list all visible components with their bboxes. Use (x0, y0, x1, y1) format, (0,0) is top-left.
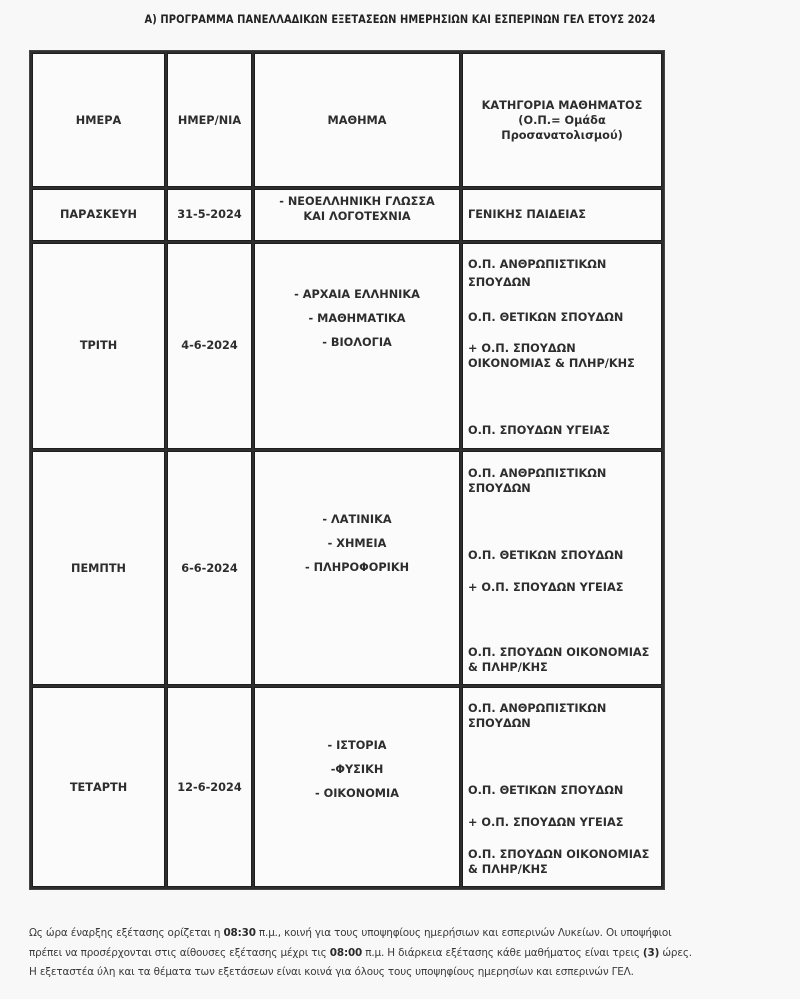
row-day: ΤΕΤΑΡΤΗ (32, 687, 165, 887)
row-categories (462, 189, 662, 240)
category-item: + Ο.Π. ΣΠΟΥΔΩΝ ΥΓΕΙΑΣ (468, 816, 624, 830)
subject-item: - ΒΙΟΛΟΓΙΑ (322, 335, 392, 349)
row-categories (462, 243, 662, 450)
row-date: 4-6-2024 (167, 243, 252, 450)
subject-item: - ΟΙΚΟΝΟΜΙΑ (314, 787, 400, 801)
row-date: 6-6-2024 (167, 451, 252, 685)
header-category-line: ΚΑΤΗΓΟΡΙΑ ΜΑΘΗΜΑΤΟΣ (481, 98, 643, 112)
header-day: ΗΜΕΡΑ (32, 53, 165, 187)
category-item: Ο.Π. ΣΠΟΥΔΩΝ ΟΙΚΟΝΟΜΙΑΣ & ΠΛΗΡ/ΚΗΣ (468, 645, 650, 674)
category-item: Ο.Π. ΘΕΤΙΚΩΝ ΣΠΟΥΔΩΝ (468, 310, 624, 324)
subject-item: - ΛΑΤΙΝΙΚΑ (322, 513, 392, 527)
subject-item: - ΙΣΤΟΡΙΑ (327, 739, 387, 753)
category-item: Ο.Π. ΣΠΟΥΔΩΝ ΥΓΕΙΑΣ (468, 423, 611, 437)
subject-item: - ΠΛΗΡΟΦΟΡΙΚΗ (304, 561, 410, 575)
category-item: Ο.Π. ΑΝΘΡΩΠΙΣΤΙΚΩΝ ΣΠΟΥΔΩΝ (468, 702, 607, 731)
exam-schedule-table (29, 50, 665, 890)
start-time: 08:30 (223, 927, 256, 939)
subject-item: - ΧΗΜΕΙΑ (327, 537, 387, 551)
row-date: 31-5-2024 (167, 189, 252, 240)
row-day: ΠΑΡΑΣΚΕΥΗ (32, 189, 165, 240)
category-item: + Ο.Π. ΣΠΟΥΔΩΝ ΥΓΕΙΑΣ (468, 580, 624, 594)
category-item: + Ο.Π. ΣΠΟΥΔΩΝ ΟΙΚΟΝΟΜΙΑΣ & ΠΛΗΡ/ΚΗΣ (468, 341, 635, 370)
category-item: Ο.Π. ΣΠΟΥΔΩΝ ΟΙΚΟΝΟΜΙΑΣ & ΠΛΗΡ/ΚΗΣ (468, 848, 650, 877)
subject-item: - ΑΡΧΑΙΑ ΕΛΛΗΝΙΚΑ (294, 287, 420, 301)
page-title: Α) ΠΡΟΓΡΑΜΜΑ ΠΑΝΕΛΛΑΔΙΚΩΝ ΕΞΕΤΑΣΕΩΝ ΗΜΕΡΗΣΙΩΝ ΚΑΙ ΕΣΠΕΡΙΝΩΝ ΓΕΛ ΕΤΟΥΣ 2024 (144, 12, 656, 26)
subject-item: ΚΑΙ ΛΟΓΟΤΕΧΝΙΑ (303, 210, 411, 224)
note-text: Ως ώρα έναρξης εξέτασης ορίζεται η (29, 927, 224, 939)
note-text: ώρες. (659, 946, 692, 959)
category-item: Ο.Π. ΑΝΘΡΩΠΙΣΤΙΚΩΝ ΣΠΟΥΔΩΝ (468, 257, 607, 289)
row-day: ΠΕΜΠΤΗ (32, 451, 165, 685)
row-day: ΤΡΙΤΗ (32, 243, 165, 450)
table-row (32, 687, 662, 887)
exam-notes (29, 924, 799, 983)
row-categories (462, 687, 662, 887)
row-categories (462, 451, 662, 685)
table-row (32, 451, 662, 685)
row-date: 12-6-2024 (167, 687, 252, 887)
category-item: ΓΕΝΙΚΗΣ ΠΑΙΔΕΙΑΣ (468, 208, 586, 222)
table-header-row (32, 53, 662, 187)
note-text: π.μ. Η διάρκεια εξέτασης κάθε μαθήματος είναι τρεις (362, 946, 643, 959)
note-line-3: Η εξεταστέα ύλη και τα θέματα των εξετάσεων είναι κοινά για όλους τους υποψηφίους ημερησίων και εσπερινών ΓΕΛ. (29, 966, 634, 978)
subject-item: -ΦΥΣΙΚΗ (330, 763, 384, 777)
subject-item: - ΜΑΘΗΜΑΤΙΚΑ (308, 311, 406, 325)
header-category-line: Προσανατολισμού) (501, 128, 623, 142)
category-item: Ο.Π. ΘΕΤΙΚΩΝ ΣΠΟΥΔΩΝ (468, 784, 624, 798)
note-line-2 (29, 944, 799, 964)
table-row (32, 243, 662, 450)
header-subject: ΜΑΘΗΜΑ (254, 53, 460, 187)
category-item: Ο.Π. ΘΕΤΙΚΩΝ ΣΠΟΥΔΩΝ (468, 548, 624, 562)
row-subjects (254, 243, 460, 450)
duration-hours: (3) (642, 946, 660, 959)
row-subjects (254, 451, 460, 685)
row-subjects (254, 687, 460, 887)
row-subjects (254, 189, 460, 240)
header-date: ΗΜΕΡ/ΝΙΑ (167, 53, 252, 187)
subject-item: - ΝΕΟΕΛΛΗΝΙΚΗ ΓΛΩΣΣΑ (279, 195, 435, 209)
header-category-line: (Ο.Π.= Ομάδα (518, 113, 606, 127)
note-text: π.μ., κοινή για τους υποψηφίους ημερήσιων και εσπερινών Λυκείων. Οι υποψήφιοι (255, 927, 672, 939)
table-row (32, 189, 662, 240)
category-item: Ο.Π. ΑΝΘΡΩΠΙΣΤΙΚΩΝ ΣΠΟΥΔΩΝ (468, 466, 607, 495)
note-line-1 (29, 924, 799, 944)
header-category (462, 53, 662, 187)
note-text: πρέπει να προσέρχονται στις αίθουσες εξέτασης μέχρι τις (29, 946, 330, 959)
arrival-time: 08:00 (329, 946, 363, 959)
